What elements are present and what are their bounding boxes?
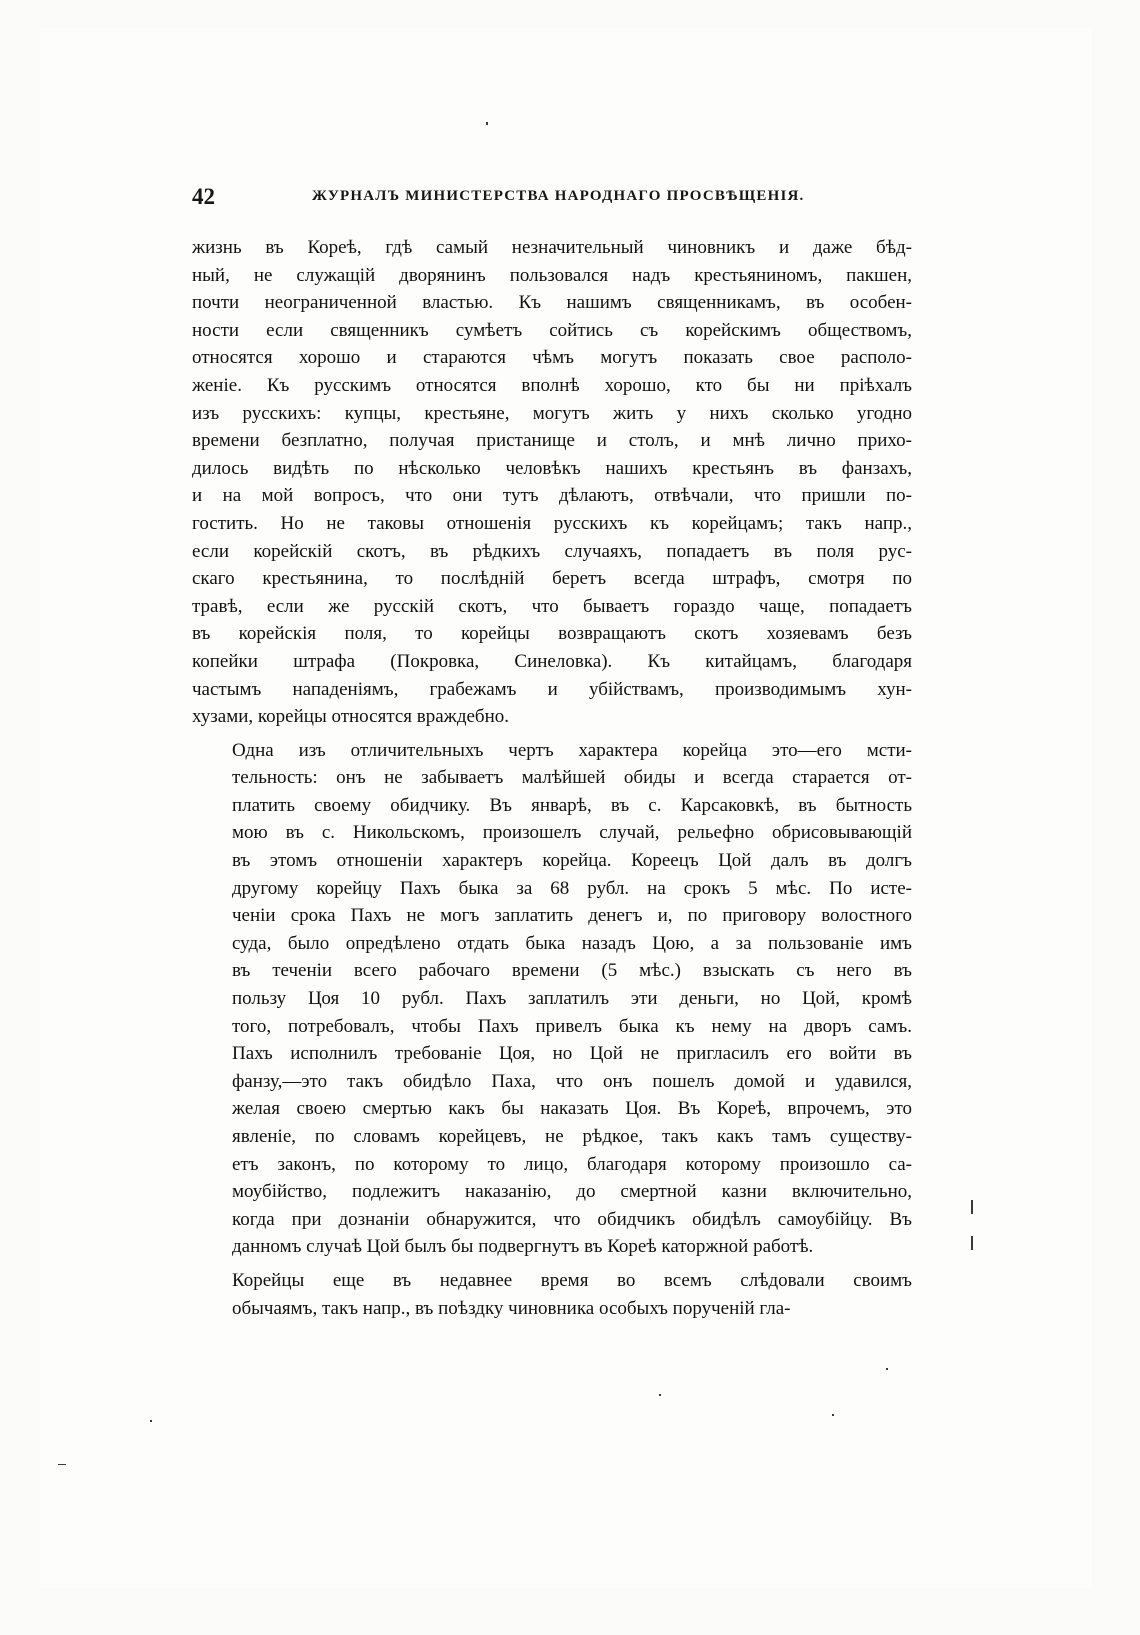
text-line: етъ законъ, по которому то лицо, благодаря которому произошло са- (232, 1153, 912, 1175)
text-line: дилось видѣть по нѣсколько человѣкъ нашихъ крестьянъ въ фанзахъ, (192, 457, 912, 479)
scan-speck (832, 1414, 834, 1416)
scan-speck (486, 122, 488, 125)
text-line: въ этомъ отношеніи характеръ корейца. Кореецъ Цой далъ въ долгъ (232, 850, 912, 872)
text-line: Корейцы еще въ недавнее время во всемъ слѣдовали своимъ (232, 1269, 912, 1291)
text-line: женіе. Къ русскимъ относятся вполнѣ хорошо, кто бы ни пріѣхалъ (192, 374, 912, 396)
text-line: явленіе, по словамъ корейцевъ, не рѣдкое, такъ какъ тамъ существу- (232, 1126, 912, 1147)
text-line: почти неограниченной властью. Къ нашимъ священникамъ, въ особен- (192, 292, 912, 314)
text-line: данномъ случаѣ Цой былъ бы подвергнутъ въ Кореѣ каторжной работѣ. (232, 1236, 814, 1258)
paragraph (192, 1267, 912, 1322)
text-line: скаго крестьянина, то послѣдній беретъ всегда штрафъ, смотря по (192, 568, 912, 590)
text-line: ности если священникъ сумѣетъ сойтись съ корейскимъ обществомъ, (192, 319, 912, 341)
text-line: времени безплатно, получая пристанище и столъ, и мнѣ лично прихо- (192, 430, 912, 452)
text-line: травѣ, если же русскій скотъ, что бываетъ гораздо чаще, попадаетъ (192, 595, 912, 617)
text-line: въ теченіи всего рабочаго времени (5 мѣс.) взыскать съ него въ (232, 960, 912, 982)
text-line: хузами, корейцы относятся враждебно. (192, 706, 509, 728)
text-line: мою въ с. Никольскомъ, произошелъ случай, рельефно обрисовывающій (232, 822, 912, 844)
text-line: моубійство, подлежитъ наказанію, до смертной казни включительно, (232, 1181, 912, 1203)
text-line: другому корейцу Пахъ быка за 68 рубл. на срокъ 5 мѣс. По исте- (232, 877, 912, 899)
text-line: и на мой вопросъ, что они тутъ дѣлаютъ, отвѣчали, что пришли по- (192, 485, 912, 507)
text-line: фанзу,—это такъ обидѣло Паха, что онъ пошелъ домой и удавился, (232, 1070, 912, 1092)
running-title: ЖУРНАЛЪ МИНИСТЕРСТВА НАРОДНАГО ПРОСВѢЩЕНІЯ. (312, 188, 805, 204)
text-line: ный, не служащій дворянинъ пользовался надъ крестьяниномъ, пакшен, (192, 264, 912, 286)
scan-speck (659, 1394, 661, 1396)
text-line: Одна изъ отличительныхъ чертъ характера корейца это—его мсти- (232, 739, 912, 761)
running-header (192, 184, 922, 214)
paragraph (192, 737, 912, 1261)
paragraph (192, 234, 912, 731)
scan-speck (58, 1464, 66, 1465)
text-line: относятся хорошо и стараются чѣмъ могутъ показать свое располо- (192, 347, 912, 369)
text-line: пользу Цоя 10 рубл. Пахъ заплатилъ эти деньги, но Цой, кромѣ (232, 988, 912, 1010)
scan-speck (971, 1200, 973, 1214)
text-line: платить своему обидчику. Въ январѣ, въ с. Карсаковкѣ, въ бытность (232, 794, 912, 816)
text-line: обычаямъ, такъ напр., въ поѣздку чиновника особыхъ порученій гла- (232, 1297, 791, 1319)
text-line: Пахъ исполнилъ требованіе Цоя, но Цой не пригласилъ его войти въ (232, 1043, 912, 1065)
text-line: того, потребовалъ, чтобы Пахъ привелъ быка къ нему на дворъ самъ. (232, 1015, 912, 1037)
text-line: когда при дознаніи обнаружится, что обидчикъ обидѣлъ самоубійцу. Въ (232, 1208, 912, 1230)
scan-speck (971, 1236, 973, 1250)
text-line: копейки штрафа (Покровка, Синеловка). Къ китайцамъ, благодаря (192, 650, 912, 672)
text-line: гостить. Но не таковы отношенія русскихъ къ корейцамъ; такъ напр., (192, 512, 912, 534)
text-line: желая своею смертью какъ бы наказать Цоя. Въ Кореѣ, впрочемъ, это (232, 1098, 912, 1120)
page-number: 42 (192, 184, 215, 209)
text-line: тельность: онъ не забываетъ малѣйшей обиды и всегда старается от- (232, 767, 912, 789)
text-line: суда, было опредѣлено отдать быка назадъ Цою, а за пользованіе имъ (232, 932, 912, 954)
body-text (192, 234, 912, 1328)
text-line: изъ русскихъ: купцы, крестьяне, могутъ жить у нихъ сколько угодно (192, 402, 912, 424)
text-line: въ корейскія поля, то корейцы возвращаютъ скотъ хозяевамъ безъ (192, 623, 912, 645)
text-line: частымъ нападеніямъ, грабежамъ и убійствамъ, производимымъ хун- (192, 678, 912, 700)
text-line: жизнь въ Кореѣ, гдѣ самый незначительный чиновникъ и даже бѣд- (192, 237, 912, 258)
scan-speck (886, 1368, 888, 1370)
scan-speck (150, 1420, 152, 1422)
text-line: если корейскій скотъ, въ рѣдкихъ случаяхъ, попадаетъ въ поля рус- (192, 540, 912, 562)
text-line: ченіи срока Пахъ не могъ заплатить денегъ и, по приговору волостного (232, 905, 912, 927)
